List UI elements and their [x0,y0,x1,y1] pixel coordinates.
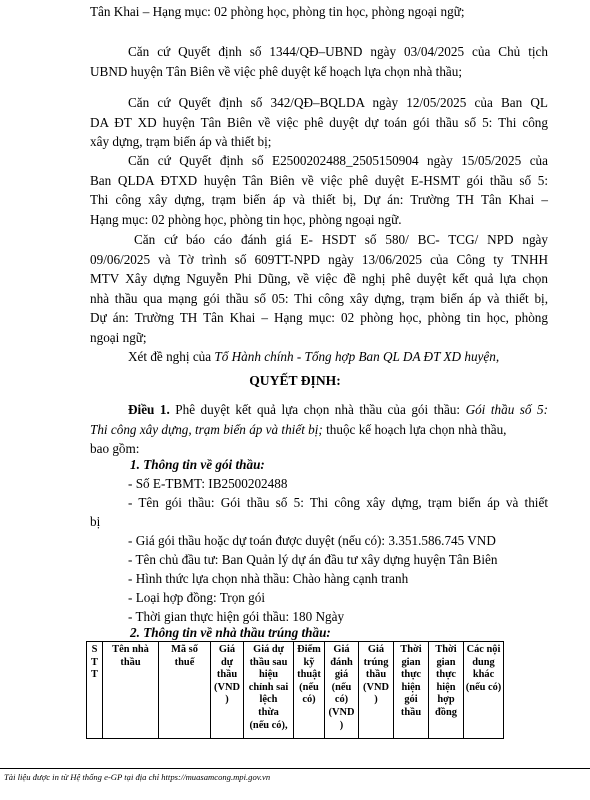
col-header-tax-code: Mã số thuế [159,642,211,739]
text-line: DA ĐT XD huyện Tân Biên về việc phê duyệt dự toán gói thầu số 5: Thi công [90,114,548,130]
text-line: Thi công xây dựng, trạm biến áp và thiết bị, Dự án: Trường TH Tân Khai – [90,192,548,208]
col-header-technical-score: Điểm kỹ thuật (nếu có) [294,642,325,739]
col-header-package-duration: Thời gian thực hiện gói thầu [394,642,429,739]
col-header-winning-price: Giá trúng thầu (VND ) [359,642,394,739]
section-winner-info-title: 2. Thông tin về nhà thầu trúng thầu: [130,625,331,640]
section-package-info-title: 1. Thông tin về gói thầu: [130,457,265,472]
list-item: - Tên gói thầu: Gói thầu số 5: Thi công xây dựng, trạm biến áp và thiết [128,495,548,510]
text-line [90,347,548,367]
article-text: Phê duyệt kết quả lựa chọn nhà thầu của gói thầu: [169,402,466,417]
text-line: UBND huyện Tân Biên về việc phê duyệt kế hoạch lựa chọn nhà thầu; [90,63,463,79]
list-item: - Số E-TBMT: IB2500202488 [128,476,288,491]
paragraph-decision-ehsmt [90,151,548,229]
col-header-stt: S T T [87,642,103,739]
text-line: xây dựng, trạm biến áp và thiết bị; [90,134,272,150]
col-header-contract-duration: Thời gian thực hiện hợp đồng [429,642,464,739]
article-label: Điều 1. [128,402,170,417]
text-line: nhà thầu qua mạng gói thầu số 05: Thi công xây dựng, trạm biến áp và thiết bị, [90,290,548,306]
proposal-prefix: Xét đề nghị của [128,349,215,364]
col-header-evaluated-price: Giá đánh giá (nếu có) (VND ) [325,642,359,739]
package-name-part1: Gói thầu số 5: [465,402,548,417]
text-line: Căn cứ Quyết định số 1344/QĐ–UBND ngày 03/04/2025 của Chủ tịch [128,44,548,59]
proposal-unit: Tổ Hành chính - Tổng hợp Ban QL DA ĐT XD huyện, [214,349,500,364]
text-line: Hạng mục: 02 phòng học, phòng tin học, phòng ngoại ngữ. [90,211,402,227]
article-1 [90,400,548,459]
text-line: Dự án: Trường TH Tân Khai – Hạng mục: 02 phòng học, phòng tin học, phòng [90,310,548,326]
text-line: Căn cứ Quyết định số 342/QĐ–BQLDA ngày 12/05/2025 của Ban QL [128,95,548,110]
text-line: Căn cứ Quyết định số E2500202488_2505150904 ngày 15/05/2025 của [128,153,548,168]
list-item: - Tên chủ đầu tư: Ban Quản lý dự án đầu tư xây dựng huyện Tân Biên [128,552,498,567]
text-line [90,420,548,440]
text-line: MTV Xây dựng Nguyễn Phi Dũng, về việc đề nghị phê duyệt kết quả lựa chọn [90,271,548,287]
table-header-row [87,642,504,739]
article-text: thuộc kế hoạch lựa chọn nhà thầu, [322,421,507,437]
list-item-continuation: bị [90,514,101,529]
text-line: bao gồm: [90,441,140,457]
text-line: Căn cứ báo cáo đánh giá E- HSDT số 580/ BC- TCG/ NPD ngày [134,232,548,247]
paragraph-project-scope [90,2,548,22]
col-header-bid-price: Giá dự thầu (VND ) [211,642,244,739]
text-line: Tân Khai – Hạng mục: 02 phòng học, phòng tin học, phòng ngoại ngữ; [90,4,465,19]
paragraph-proposal [90,347,548,367]
list-item: - Hình thức lựa chọn nhà thầu: Chào hàng cạnh tranh [128,571,409,586]
col-header-other-content: Các nội dung khác (nếu có) [464,642,504,739]
paragraph-decision-1344 [90,42,548,81]
footer-source-note: Tài liệu được in từ Hệ thống e-GP tại địa chỉ https://muasamcong.mpi.gov.vn [4,772,271,782]
list-item: - Loại hợp đồng: Trọn gói [128,590,266,605]
text-line: Ban QLDA ĐTXD huyện Tân Biên về việc phê duyệt E-HSMT gói thầu số 5: [90,172,548,188]
list-item: - Thời gian thực hiện gói thầu: 180 Ngày [128,609,345,624]
footer-divider [0,768,590,769]
text-line: ngoại ngữ; [90,329,147,345]
text-line [90,400,548,420]
winning-bidder-table [86,641,504,739]
decision-heading: QUYẾT ĐỊNH: [249,373,341,388]
paragraph-evaluation-report [90,230,548,348]
list-item: - Giá gói thầu hoặc dự toán được duyệt (nếu có): 3.351.586.745 VND [128,533,496,548]
text-line: 09/06/2025 và Tờ trình số 609TT-NPD ngày 13/06/2025 của Công ty TNHH [90,251,548,267]
paragraph-decision-342 [90,93,548,152]
col-header-bidder-name: Tên nhà thầu [103,642,159,739]
package-name-part2: Thi công xây dựng, trạm biến áp và thiết bị; [90,421,323,437]
col-header-corrected-price: Giá dự thầu sau hiệu chỉnh sai lệch thừa (nếu có), [244,642,294,739]
